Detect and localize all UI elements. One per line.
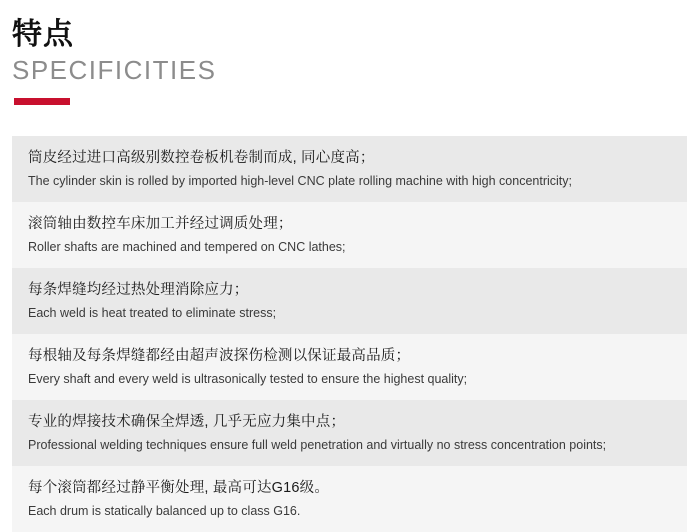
feature-text-cn: 每条焊缝均经过热处理消除应力； (28, 282, 249, 298)
list-item (12, 400, 687, 466)
list-item (12, 202, 687, 268)
feature-text-en: Each drum is statically balanced up to class G16. (28, 504, 301, 518)
accent-bar (14, 98, 70, 105)
feature-text-en: Each weld is heat treated to eliminate stress; (28, 306, 277, 320)
page-title-cn: 特点 (12, 18, 74, 51)
page-title-en: SPECIFICITIES (12, 55, 217, 85)
list-item (12, 268, 687, 334)
feature-list (12, 136, 687, 532)
page-header (0, 0, 699, 105)
feature-text-en: Roller shafts are machined and tempered on CNC lathes; (28, 240, 346, 254)
feature-text-en: Every shaft and every weld is ultrasonically tested to ensure the highest quality; (28, 372, 468, 386)
feature-text-en: The cylinder skin is rolled by imported high-level CNC plate rolling machine with high concentricity; (28, 174, 572, 188)
list-item (12, 136, 687, 202)
feature-text-cn: 筒皮经过进口高级别数控卷板机卷制而成, 同心度高； (28, 150, 375, 166)
feature-text-cn: 每个滚筒都经过静平衡处理, 最高可达G16级。 (28, 480, 330, 496)
feature-text-en: Professional welding techniques ensure full weld penetration and virtually no stress concentration points; (28, 438, 607, 452)
list-item (12, 466, 687, 532)
feature-text-cn: 滚筒轴由数控车床加工并经过调质处理； (28, 216, 293, 232)
list-item (12, 334, 687, 400)
feature-text-cn: 每根轴及每条焊缝都经由超声波探伤检测以保证最高品质； (28, 348, 411, 364)
feature-text-cn: 专业的焊接技术确保全焊透, 几乎无应力集中点； (28, 414, 346, 430)
